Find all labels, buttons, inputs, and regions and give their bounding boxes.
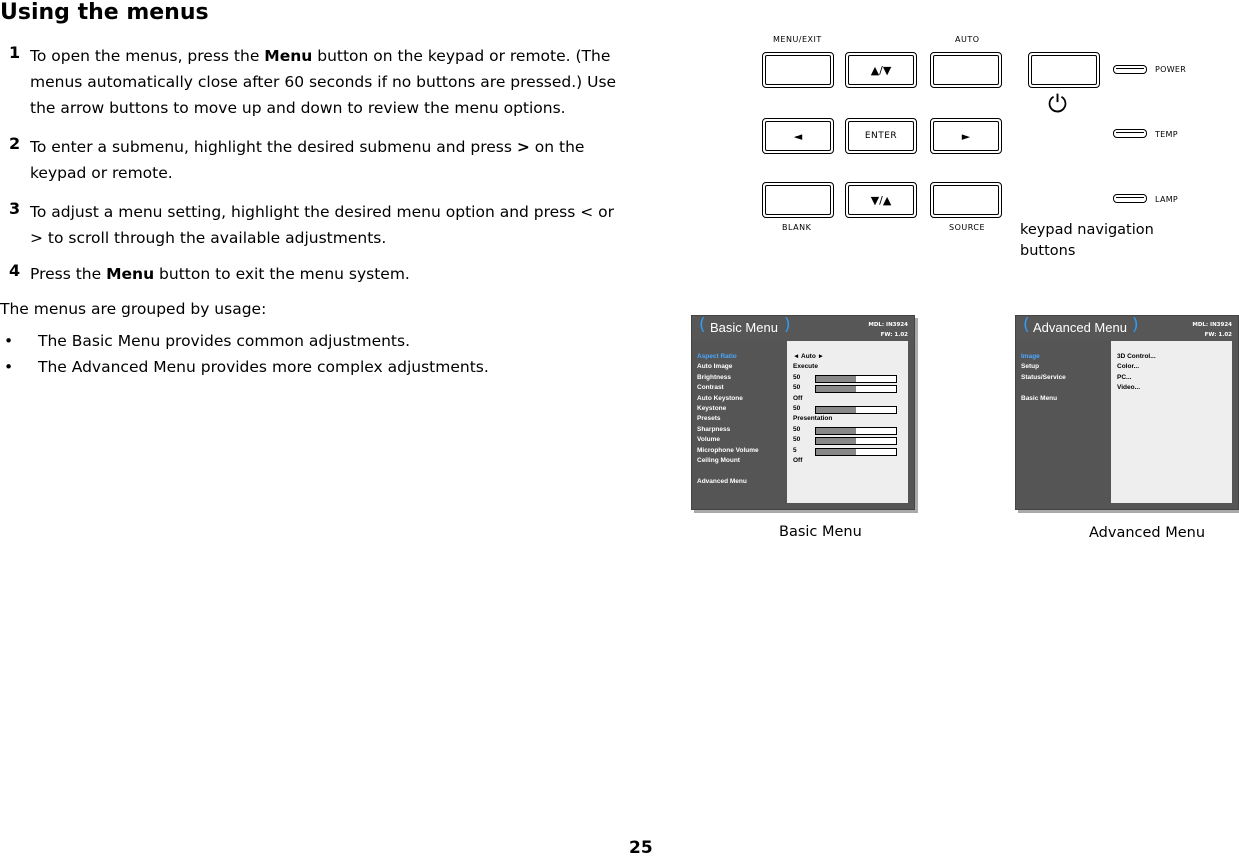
menu-item[interactable]: Auto Keystone	[697, 394, 743, 402]
enter-key	[845, 118, 917, 154]
firmware-label: FW: 1.02	[1204, 332, 1232, 338]
menu-item[interactable]: Setup	[1021, 363, 1040, 371]
down-up-arrow-icon: ▼/▲	[870, 193, 892, 207]
level-slider-fill	[816, 407, 856, 413]
level-slider[interactable]	[815, 385, 897, 393]
menu-item[interactable]: Advanced Menu	[697, 477, 747, 485]
level-slider-fill	[816, 428, 856, 434]
step-4	[0, 261, 630, 287]
enter-label: ENTER	[864, 131, 898, 141]
menu-item[interactable]: Aspect Ratio	[697, 353, 737, 360]
intro-text: The menus are grouped by usage:	[0, 300, 267, 318]
menu-item[interactable]: Basic Menu	[1021, 394, 1058, 402]
step-number: 3	[9, 199, 21, 218]
menu-item-value: 5	[793, 446, 797, 454]
step-text: button on the keypad or remote. (The menus automatically close after 60 seconds if no buttons are pressed.) Use the arrow buttons to move up and down to review the menu options.	[30, 47, 617, 117]
step-text: To open the menus, press the	[30, 47, 265, 65]
left-arrow-icon: ◄	[793, 129, 803, 143]
up-down-arrow-icon: ▲/▼	[870, 63, 892, 77]
submenu-link[interactable]: 3D Control...	[1117, 353, 1156, 360]
blank-key	[762, 182, 834, 218]
right-key	[930, 118, 1002, 154]
step-keyword: Menu	[106, 265, 155, 283]
submenu-link[interactable]: PC...	[1117, 373, 1132, 381]
right-arrow-icon: ►	[961, 129, 971, 143]
level-slider[interactable]	[815, 448, 897, 456]
submenu-link[interactable]: Color...	[1117, 363, 1140, 371]
step-text: on the keypad or remote.	[30, 138, 585, 182]
menu-item-value: Presentation	[793, 415, 833, 423]
step-number: 2	[9, 134, 21, 153]
page-title: Using the menus	[0, 0, 209, 25]
menu-item[interactable]: Microphone Volume	[697, 446, 759, 454]
model-label: MDL: IN3924	[1192, 322, 1232, 328]
menu-item[interactable]: Brightness	[697, 373, 731, 381]
left-key	[762, 118, 834, 154]
menu-item-value: Execute	[793, 363, 818, 371]
step-text: To enter a submenu, highlight the desired submenu and press	[30, 138, 517, 156]
firmware-label: FW: 1.02	[880, 332, 908, 338]
step-text: button to exit the menu system.	[154, 265, 410, 283]
step-2	[0, 134, 630, 186]
submenu-link[interactable]: Video...	[1117, 384, 1140, 392]
power-icon: ⏻	[1048, 90, 1067, 118]
temp-led	[1113, 129, 1147, 138]
step-3	[0, 199, 630, 251]
menu-item[interactable]: Auto Image	[697, 363, 733, 371]
menu-exit-label: MENU/EXIT	[773, 35, 822, 44]
menu-item-value: 50	[793, 405, 801, 412]
level-slider[interactable]	[815, 406, 897, 414]
power-led	[1113, 65, 1147, 74]
model-label: MDL: IN3924	[868, 322, 908, 328]
menu-exit-key	[762, 52, 834, 88]
menu-item-value: Off	[793, 457, 803, 464]
menu-item-value: 50	[793, 436, 801, 444]
temp-led-label: TEMP	[1155, 130, 1178, 139]
step-text: To adjust a menu setting, highlight the desired menu option and press < or > to scroll through the available adjustments.	[30, 203, 615, 247]
menu-item-value: 50	[793, 384, 801, 392]
menu-item[interactable]: Keystone	[697, 405, 727, 412]
osd-title: Advanced Menu	[1033, 320, 1127, 335]
step-keyword: >	[516, 138, 530, 156]
menu-item[interactable]: Ceiling Mount	[697, 457, 740, 464]
menu-item[interactable]: Contrast	[697, 384, 724, 392]
lamp-led-label: LAMP	[1155, 195, 1179, 204]
source-key	[930, 182, 1002, 218]
bracket-right-icon: )	[1132, 315, 1139, 335]
level-slider[interactable]	[815, 375, 897, 383]
menu-item[interactable]: Volume	[697, 436, 720, 444]
step-number: 4	[9, 261, 21, 280]
power-key	[1028, 52, 1100, 88]
menu-item-value: ◄ Auto ►	[793, 353, 825, 360]
down-key	[845, 182, 917, 218]
keypad-caption-line: buttons	[1020, 243, 1076, 259]
bullet-text: The Basic Menu provides common adjustments.	[38, 332, 411, 350]
keypad-caption	[1020, 220, 1160, 262]
power-led-label: POWER	[1155, 65, 1187, 74]
auto-label: AUTO	[955, 35, 980, 44]
level-slider-fill	[816, 438, 856, 444]
step-text: Press the	[30, 265, 107, 283]
page-number: 25	[629, 838, 653, 858]
bullet-marker: •	[4, 332, 14, 350]
level-slider-fill	[816, 376, 856, 382]
menu-item[interactable]: Status/Service	[1021, 373, 1066, 381]
lamp-led	[1113, 194, 1147, 203]
bracket-left-icon: (	[1023, 315, 1030, 335]
menu-item-value: Off	[793, 394, 803, 402]
basic-menu-caption: Basic Menu	[779, 524, 862, 540]
advanced-menu-caption: Advanced Menu	[1089, 525, 1206, 541]
level-slider[interactable]	[815, 437, 897, 445]
osd-title: Basic Menu	[710, 320, 778, 335]
bracket-left-icon: (	[699, 315, 706, 335]
level-slider-fill	[816, 449, 856, 455]
source-label: SOURCE	[949, 223, 986, 232]
menu-item-value: 50	[793, 425, 801, 433]
advanced-menu-osd	[1015, 315, 1239, 510]
menu-item-value: 50	[793, 373, 801, 381]
step-number: 1	[9, 43, 21, 62]
menu-item[interactable]: Presets	[697, 415, 721, 423]
keypad-caption-line: keypad navigation	[1020, 222, 1154, 238]
menu-item[interactable]: Image	[1021, 353, 1040, 360]
bracket-right-icon: )	[784, 315, 791, 335]
bullet-text: The Advanced Menu provides more complex adjustments.	[38, 358, 489, 376]
level-slider[interactable]	[815, 427, 897, 435]
bullet-marker: •	[4, 358, 14, 376]
up-key	[845, 52, 917, 88]
blank-label: BLANK	[782, 223, 812, 232]
menu-item[interactable]: Sharpness	[697, 425, 731, 433]
basic-menu-osd	[691, 315, 915, 510]
step-1	[0, 43, 630, 121]
step-keyword: Menu	[264, 47, 313, 65]
level-slider-fill	[816, 386, 856, 392]
auto-key	[930, 52, 1002, 88]
